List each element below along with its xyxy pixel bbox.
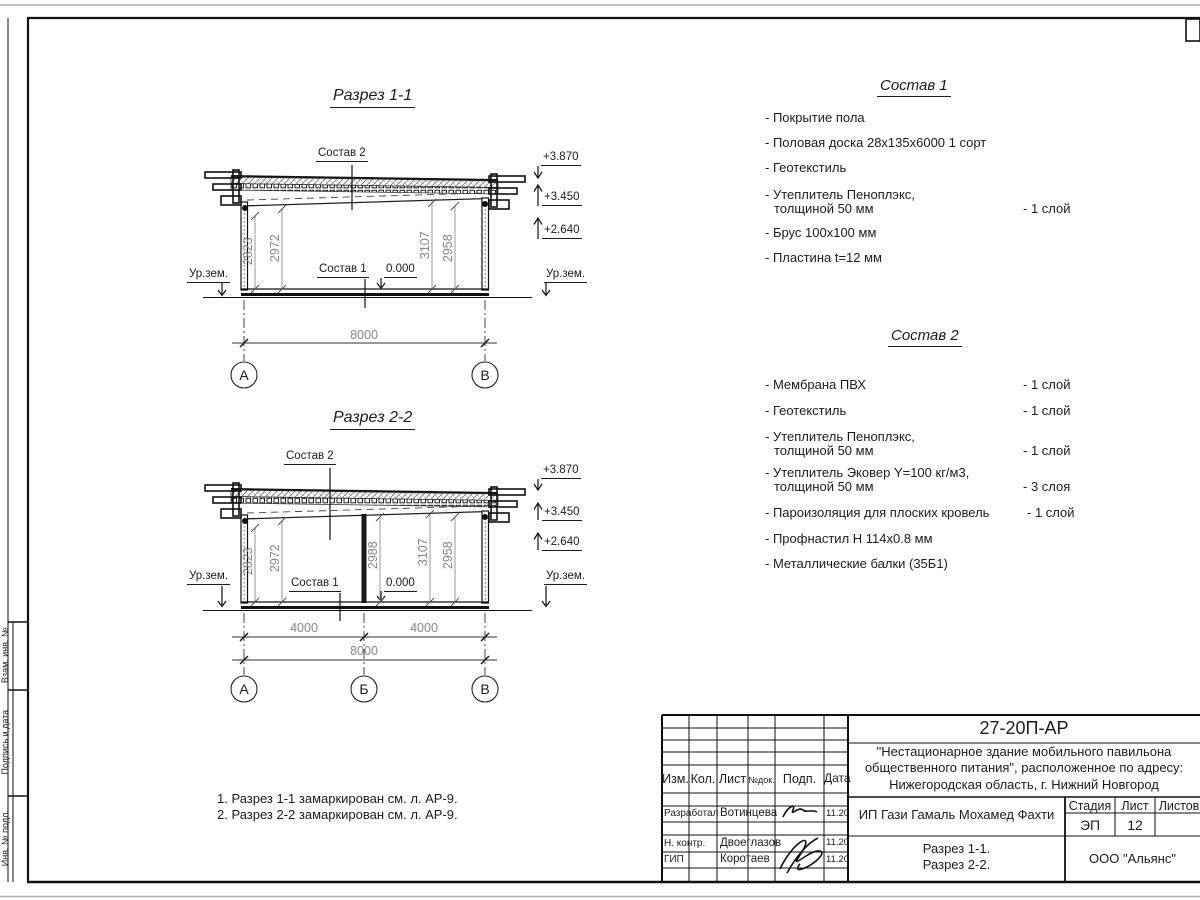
list-item-qty: - 1 слой — [1023, 443, 1071, 458]
header-col: Изм. — [662, 772, 689, 786]
stage-label: Стадия — [1068, 799, 1112, 813]
project-name: Нижегородская область, г. Нижний Новгород — [889, 777, 1159, 792]
elevation-label: +3.450 — [542, 191, 582, 206]
axis-label: В — [480, 681, 490, 697]
elevation-label: +3.450 — [542, 506, 582, 521]
doc-number: 27-20П-АР — [979, 718, 1069, 738]
role-label: Н. контр. — [664, 838, 706, 849]
section-title: Разрез 2-2 — [330, 409, 415, 430]
axis-label: В — [480, 367, 490, 383]
horizontal-dim: 8000 — [350, 644, 378, 658]
organization-name: ООО "Альянс" — [1089, 851, 1176, 866]
list-item-line2: толщиной 50 мм — [774, 201, 874, 216]
zero-level-mark-icon — [377, 278, 385, 289]
list-item-qty: - 1 слой — [1023, 201, 1071, 216]
project-name: общественного питания", расположенное по адресу: — [864, 760, 1184, 775]
header-col: Подп. — [782, 772, 817, 786]
vertical-dim: 2988 — [365, 541, 380, 570]
list-item-qty: - 3 слоя — [1023, 479, 1071, 494]
header-col: Лист — [718, 772, 747, 786]
side-stamp-label: Инв. № подл. — [0, 810, 10, 867]
date-value: 11.20 — [826, 808, 850, 819]
sheet-label: Лист — [1121, 799, 1149, 813]
list-item: - Металлические балки (35Б1) — [765, 556, 948, 571]
ground-level-label: Ур.зем. — [187, 570, 230, 585]
list-item-line2: толщиной 50 мм — [774, 443, 874, 458]
signature-scribbles — [780, 806, 822, 873]
vertical-dim: 3107 — [417, 231, 432, 260]
vertical-dim: 2972 — [267, 544, 282, 573]
header-col: Дата — [824, 771, 851, 785]
list-item: - Брус 100х100 мм — [765, 225, 877, 240]
project-name: "Нестационарное здание мобильного павильона — [876, 744, 1172, 759]
list-item: - Геотекстиль — [765, 403, 847, 418]
list-item-line2: толщиной 50 мм — [774, 479, 874, 494]
note-line: 1. Разрез 1-1 замаркирован см. л. АР-9. — [217, 791, 458, 806]
vertical-dim: 2972 — [267, 234, 282, 263]
composition2-title: Состав 2 — [888, 327, 962, 347]
list-item-qty: - 1 слой — [1027, 505, 1075, 520]
horizontal-dim: 8000 — [350, 328, 378, 342]
list-item: - Утеплитель Эковер Y=100 кг/м3, — [765, 465, 970, 480]
axis-label: Б — [359, 681, 369, 697]
role-label: Разработал — [664, 808, 719, 819]
composition2-callout: Состав 2 — [284, 450, 336, 465]
sheet-title: Разрез 2-2. — [922, 857, 991, 872]
elevation-label: +2.640 — [542, 224, 582, 239]
vertical-dim: 2958 — [440, 234, 455, 263]
list-item: - Профнастил Н 114х0.8 мм — [765, 531, 933, 546]
ground-level-label: Ур.зем. — [187, 268, 230, 283]
stage-value: ЭП — [1079, 817, 1101, 833]
section-title: Разрез 1-1 — [330, 87, 415, 108]
sheets-label: Листов — [1158, 799, 1200, 813]
note-line: 2. Разрез 2-2 замаркирован см. л. АР-9. — [217, 807, 458, 822]
vertical-dim: 2823 — [240, 547, 255, 576]
axis-label: А — [239, 681, 249, 697]
header-col: №док. — [748, 775, 775, 785]
sheet-number: 12 — [1127, 817, 1143, 833]
list-item: - Геотекстиль — [765, 160, 847, 175]
elevation-mark-icon — [534, 479, 542, 550]
composition1-callout: Состав 1 — [317, 263, 369, 278]
ground-level-label: Ур.зем. — [544, 268, 587, 283]
person-name: Двоеглазов — [720, 837, 782, 849]
header-col: Кол. — [690, 772, 716, 786]
composition2-callout: Состав 2 — [316, 147, 368, 162]
list-item: - Утеплитель Пеноплэкс, — [765, 429, 915, 444]
list-item: - Мембрана ПВХ — [765, 377, 866, 392]
zero-level-label: 0.000 — [384, 263, 417, 278]
list-item: - Половая доска 28х135х6000 1 сорт — [765, 135, 987, 150]
date-value: 11.20 — [826, 837, 850, 848]
vertical-dim: 2823 — [240, 237, 255, 266]
sheet-title: Разрез 1-1. — [922, 841, 991, 856]
side-stamp-label: Взам. инв. № — [0, 627, 10, 684]
vertical-dim: 2958 — [440, 541, 455, 570]
elevation-label: +3.870 — [541, 151, 581, 166]
list-item: - Пластина t=12 мм — [765, 250, 882, 265]
horizontal-dim: 4000 — [290, 621, 318, 635]
composition1-title: Состав 1 — [877, 77, 951, 97]
person-name: Вотинцева — [720, 807, 778, 819]
person-name: Коротаев — [720, 853, 770, 865]
list-item: - Пароизоляция для плоских кровель — [765, 505, 990, 520]
list-item: - Утеплитель Пеноплэкс, — [765, 187, 915, 202]
side-stamp-grid — [8, 622, 28, 882]
ground-level-label: Ур.зем. — [544, 570, 587, 585]
vertical-dim: 3107 — [415, 538, 430, 567]
zero-level-mark-icon — [377, 591, 385, 602]
list-item: - Покрытие пола — [765, 110, 865, 125]
composition1-callout: Состав 1 — [289, 577, 341, 592]
side-stamp-label: Подпись и дата — [0, 709, 10, 775]
role-label: ГИП — [664, 854, 684, 865]
date-value: 11.20 — [826, 854, 850, 865]
elevation-label: +2.640 — [542, 536, 582, 551]
elevation-label: +3.870 — [541, 464, 581, 479]
elevation-mark-icon — [534, 166, 542, 239]
list-item-qty: - 1 слой — [1023, 377, 1071, 392]
axis-label: А — [239, 367, 249, 383]
client-name: ИП Гази Гамаль Мохамед Фахти — [858, 807, 1055, 822]
horizontal-dim: 4000 — [410, 621, 438, 635]
list-item-qty: - 1 слой — [1023, 403, 1071, 418]
zero-level-label: 0.000 — [384, 577, 417, 592]
